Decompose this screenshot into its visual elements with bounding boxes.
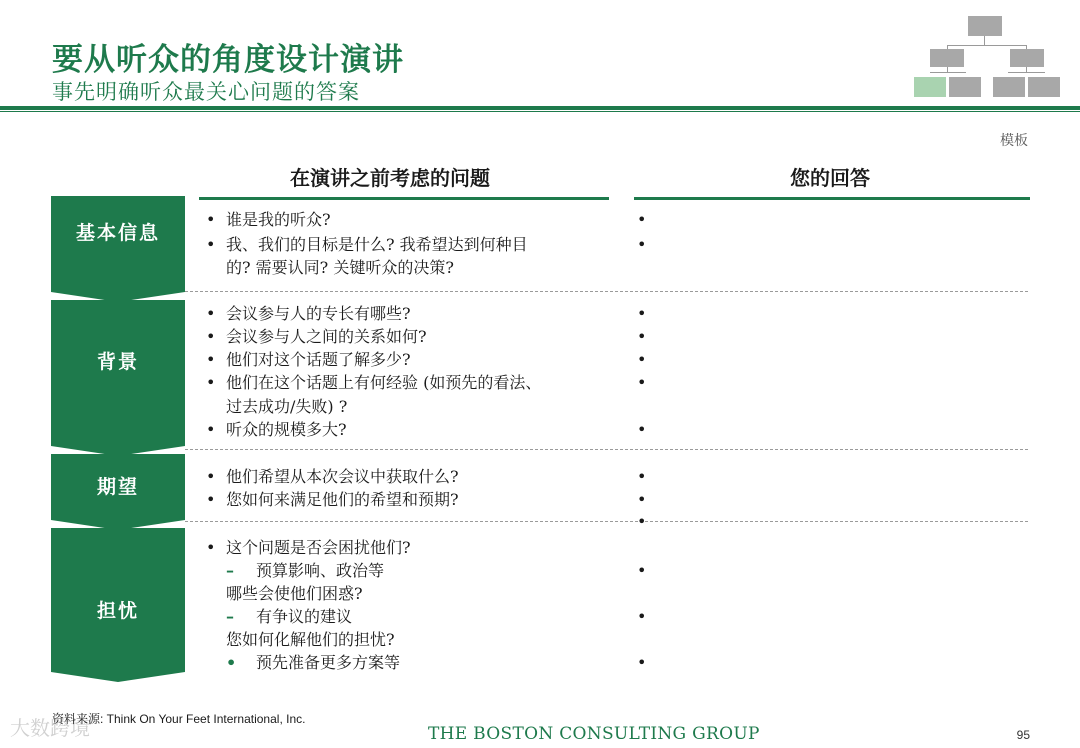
watermark: 大数跨境 bbox=[10, 716, 90, 740]
section-divider bbox=[185, 291, 1028, 292]
answer-bullet[interactable]: • bbox=[637, 327, 647, 346]
question-item bbox=[206, 208, 331, 231]
section-tab-background bbox=[51, 300, 185, 446]
section-label: 期望 bbox=[96, 476, 139, 498]
dash: – bbox=[226, 607, 234, 626]
answer-bullet[interactable]: • bbox=[637, 561, 647, 580]
sub-item-text: 预先准备更多方案等 bbox=[256, 653, 401, 672]
sub-item bbox=[226, 651, 400, 674]
page-title: 要从听众的角度设计演讲 bbox=[52, 42, 404, 78]
question-text: 谁是我的听众? bbox=[226, 210, 331, 229]
question-text: 您如何来满足他们的希望和预期? bbox=[226, 490, 459, 509]
question-text: 我、我们的目标是什么? 我希望达到何种目 bbox=[226, 235, 528, 254]
bullet: • bbox=[206, 373, 216, 392]
question-item bbox=[206, 348, 411, 371]
question-item bbox=[206, 256, 454, 279]
question-text: 哪些会使他们困惑? bbox=[226, 584, 363, 603]
template-label: 模板 bbox=[1000, 133, 1028, 149]
question-text: 他们在这个话题上有何经验 (如预先的看法、 bbox=[226, 373, 542, 392]
question-item bbox=[206, 628, 395, 651]
bullet: • bbox=[206, 420, 216, 439]
question-text: 他们希望从本次会议中获取什么? bbox=[226, 467, 459, 486]
question-text: 这个问题是否会困扰他们? bbox=[226, 538, 411, 557]
section-label: 担忧 bbox=[96, 600, 139, 622]
question-text: 会议参与人之间的关系如何? bbox=[226, 327, 427, 346]
sub-item-text: 有争议的建议 bbox=[256, 607, 353, 626]
question-item bbox=[206, 582, 363, 605]
section-divider bbox=[185, 521, 1028, 522]
page-subtitle: 事先明确听众最关心问题的答案 bbox=[52, 80, 360, 104]
brand-logo: THE BOSTON CONSULTING GROUP bbox=[428, 724, 760, 744]
bullet: • bbox=[206, 327, 216, 346]
answer-bullet[interactable]: • bbox=[637, 235, 647, 254]
page-number: 95 bbox=[1016, 728, 1030, 742]
bullet: • bbox=[206, 350, 216, 369]
question-item bbox=[206, 233, 528, 256]
question-text: 会议参与人的专长有哪些? bbox=[226, 304, 411, 323]
section-tab-expectations bbox=[51, 454, 185, 520]
source-note: 资料来源: Think On Your Feet International, Inc. bbox=[52, 712, 306, 726]
sub-item-text: 预算影响、政治等 bbox=[256, 561, 385, 580]
bullet: • bbox=[206, 467, 216, 486]
question-text: 您如何化解他们的担忧? bbox=[226, 630, 395, 649]
section-tab-basic-info bbox=[51, 196, 185, 292]
answer-bullet[interactable]: • bbox=[637, 210, 647, 229]
section-chevron bbox=[51, 672, 185, 682]
section-label: 背景 bbox=[96, 351, 139, 373]
section-label: 基本信息 bbox=[75, 222, 160, 244]
answer-bullet[interactable]: • bbox=[637, 350, 647, 369]
bullet: • bbox=[206, 538, 216, 557]
section-divider bbox=[185, 449, 1028, 450]
answer-bullet[interactable]: • bbox=[637, 304, 647, 323]
sub-item bbox=[226, 605, 352, 628]
question-item bbox=[206, 325, 427, 348]
question-text: 听众的规模多大? bbox=[226, 420, 347, 439]
bullet: • bbox=[226, 653, 237, 672]
header-rule-thin bbox=[0, 111, 1080, 112]
answer-bullet[interactable]: • bbox=[637, 607, 647, 626]
answer-bullet[interactable]: • bbox=[637, 467, 647, 486]
question-text: 的? 需要认同? 关键听众的决策? bbox=[226, 258, 454, 277]
sub-item bbox=[226, 559, 384, 582]
question-item bbox=[206, 371, 541, 394]
answers-column-rule bbox=[634, 197, 1030, 200]
section-tab-concerns bbox=[51, 528, 185, 672]
questions-column-rule bbox=[199, 197, 609, 200]
question-item bbox=[206, 302, 411, 325]
dash: – bbox=[226, 561, 234, 580]
bullet: • bbox=[206, 304, 216, 323]
answer-bullet[interactable]: • bbox=[637, 653, 647, 672]
question-text: 过去成功/失败) ? bbox=[226, 397, 348, 416]
question-item bbox=[206, 488, 459, 511]
header-rule bbox=[0, 106, 1080, 110]
bullet: • bbox=[206, 210, 216, 229]
question-item bbox=[206, 536, 411, 559]
orgchart-icon bbox=[912, 16, 1062, 100]
question-text: 他们对这个话题了解多少? bbox=[226, 350, 411, 369]
bullet: • bbox=[206, 490, 216, 509]
questions-column-header: 在演讲之前考虑的问题 bbox=[290, 166, 490, 190]
answer-bullet[interactable]: • bbox=[637, 420, 647, 439]
answer-bullet[interactable]: • bbox=[637, 490, 647, 509]
question-item bbox=[206, 465, 459, 488]
answer-bullet[interactable]: • bbox=[637, 512, 647, 531]
question-item bbox=[206, 395, 347, 418]
answers-column-header: 您的回答 bbox=[790, 166, 870, 190]
question-item bbox=[206, 418, 347, 441]
answer-bullet[interactable]: • bbox=[637, 373, 647, 392]
bullet: • bbox=[206, 235, 216, 254]
